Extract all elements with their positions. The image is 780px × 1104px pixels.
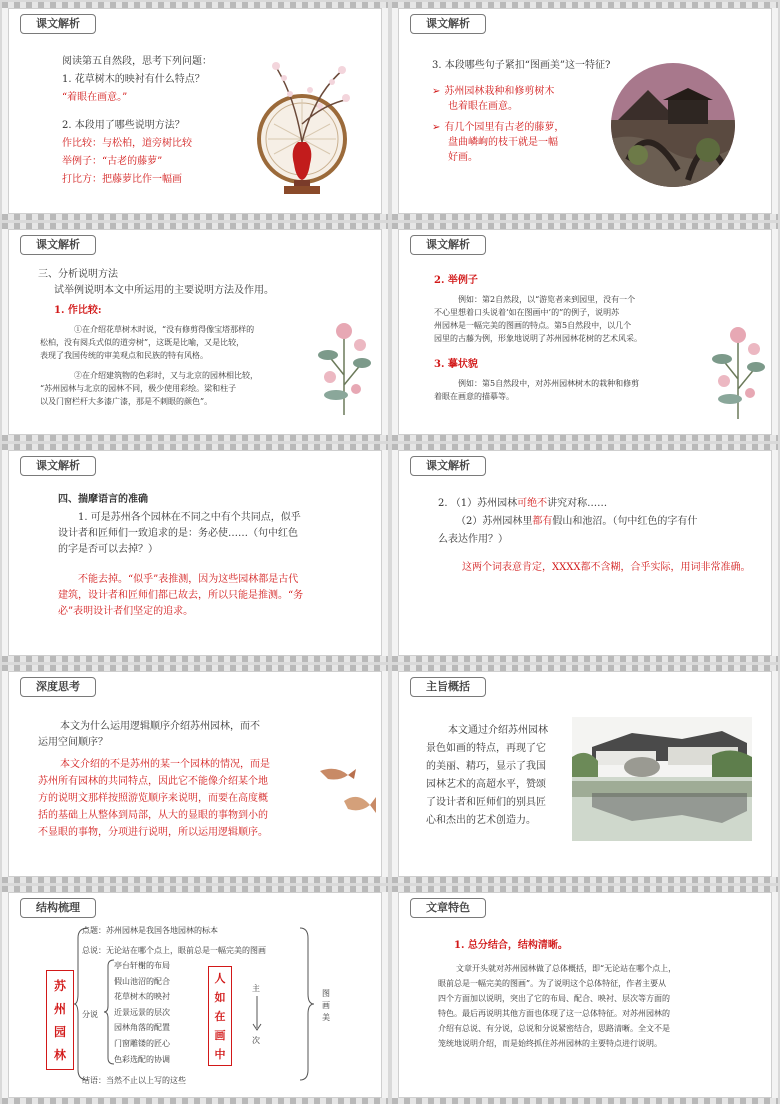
paragraph-line: “苏州园林与北京的园林不同，极少使用彩绘。梁和柱子 — [40, 384, 237, 393]
topic-line: 点题：苏州园林是我国各地园林的标本 — [82, 926, 218, 935]
right-label: 图 画 美 — [322, 989, 330, 1022]
sub-item: 门窗雕镂的匠心 — [114, 1038, 170, 1048]
decor-strip — [2, 435, 388, 441]
main-title-box — [46, 970, 74, 1070]
slide-7 — [2, 665, 388, 883]
main-title: 苏 州 园 林 — [53, 979, 66, 1062]
feature-title: 1. 总分结合，结构清晰。 — [454, 940, 568, 951]
sub-items — [114, 958, 170, 1067]
section-tag: 课文解析 — [410, 235, 486, 255]
summary-line: 景色如画的特点，再现了它 — [426, 743, 546, 754]
paragraph-line: 特色。最后再说明其他方面也体现了这一总体特征。对苏州园林的 — [438, 1009, 670, 1018]
order-sub: 次 — [252, 1036, 260, 1045]
question-3: 3. 本段哪些句子紧扣“图画美”这一特征? — [432, 60, 611, 71]
answer-line: 方的说明文那样按照游览顺序来说明，而要在高度概 — [38, 793, 268, 804]
slide-8 — [392, 665, 778, 883]
question-2: （2）苏州园林里都有假山和池沼。（句中红色的字有什 — [456, 516, 698, 527]
slide-10 — [392, 886, 778, 1104]
sub-item: 花草树木的映衬 — [114, 992, 170, 1002]
subheading: 试举例说明本文中所运用的主要说明方法及作用。 — [54, 285, 274, 296]
section-tag: 深度思考 — [20, 677, 96, 697]
question-line: 设计者和匠师们一致追求的是：务必使……（句中红色 — [58, 528, 298, 539]
question-line: 运用空间顺序？ — [38, 737, 108, 748]
summary-line: 了设计者和匠师们的别具匠 — [426, 797, 546, 808]
question-line: 的字是否可以去掉？） — [58, 544, 158, 555]
paragraph-line: 不心里想着口头说着‘如在图画中’的”的例子，说明苏 — [434, 308, 620, 317]
middle-box-text: 人 如 在 画 中 — [214, 972, 226, 1061]
paragraph-line: 四个方面加以说明，突出了它的布局、配合、映衬、层次等方面的 — [438, 994, 670, 1003]
section-tag: 主旨概括 — [410, 677, 486, 697]
question-1: 2. （1）苏州园林可绝不讲究对称…… — [438, 498, 608, 509]
decor-strip — [2, 656, 388, 662]
arrow-icon: ➢ — [432, 122, 441, 133]
paragraph-line: 表现了我国传统的审美观点和民族的特有风格。 — [40, 351, 208, 360]
slide-4 — [392, 223, 778, 441]
section-tag: 课文解析 — [410, 14, 486, 34]
garden-pond-photo — [572, 717, 752, 841]
decor-strip — [392, 435, 778, 441]
decor-strip — [392, 1098, 778, 1104]
decor-strip — [392, 214, 778, 220]
answer-line: 不显眼的事物，分项进行说明，所以运用逻辑顺序。 — [38, 827, 268, 838]
paragraph-line: 着眼在画意的描摹等。 — [434, 392, 514, 401]
answer-2-line: 作比较：与松柏，道旁树比较 — [62, 138, 192, 149]
middle-box — [208, 966, 232, 1066]
slide-1 — [2, 2, 388, 220]
question-intro: 阅读第五自然段，思考下列问题： — [62, 56, 212, 67]
lotus-illustration — [710, 319, 766, 419]
paragraph-line: 园里的古藤为例，形象地说明了苏州园林花树的艺术风采。 — [434, 334, 642, 343]
section-tag: 课文解析 — [20, 235, 96, 255]
paragraph-line: 介绍有总说、有分说，总说和分说紧密结合，思路清晰。全文不是 — [438, 1024, 670, 1033]
paragraph-line: 松柏，没有阅兵式似的道旁树”，这既是比喻，又是比较， — [40, 338, 245, 347]
overview-line: 总说：无论站在哪个点上，眼前总是一幅完美的图画 — [82, 946, 266, 955]
summary-line: 园林艺术的高超水平，赞颂 — [426, 779, 546, 790]
paragraph-line: 眼前总是一幅完美的图画”。为了说明这个总体特征，作者主要从 — [438, 979, 667, 988]
slide-6 — [392, 444, 778, 662]
section-tag: 课文解析 — [20, 456, 96, 476]
sub-item: 色彩选配的协调 — [114, 1054, 170, 1064]
decor-strip — [2, 1098, 388, 1104]
slide-9 — [2, 886, 388, 1104]
answer-line: 不能去掉。“似乎”表推测，因为这些园林都是古代 — [78, 574, 299, 585]
vase-window-illustration — [254, 54, 354, 204]
answer-2-line: 打比方：把藤萝比作一幅画 — [62, 174, 182, 185]
question-2-cont: 么表达作用？） — [438, 534, 508, 545]
answer-1: “着眼在画意。” — [62, 92, 128, 103]
answer-line: 建筑，设计者和匠师们都已故去，所以只能是推测。“务 — [58, 590, 304, 601]
order-main: 主 — [252, 984, 260, 993]
summary-line: 本文通过介绍苏州园林 — [448, 725, 548, 736]
section-tag: 课文解析 — [20, 14, 96, 34]
conclusion-line: 结语：当然不止以上写的这些 — [82, 1076, 186, 1085]
paragraph-line: 例如：第2自然段，以“游览者来到园里，没有一个 — [458, 295, 636, 304]
section-tag: 结构梳理 — [20, 898, 96, 918]
slide-3 — [2, 223, 388, 441]
paragraph-line: 文章开头就对苏州园林做了总体概括，即“无论站在哪个点上， — [456, 964, 677, 973]
brace-right — [298, 924, 316, 1084]
answer-line: 必”表明设计者们坚定的追求。 — [58, 606, 194, 617]
answer-2-line: 举例子：“古老的藤萝” — [62, 156, 163, 167]
method-title: 2. 举例子 — [434, 275, 478, 286]
sub-item: 假山池沼的配合 — [114, 976, 170, 986]
question-1: 1. 花草树木的映衬有什么特点？ — [62, 74, 205, 85]
decor-strip — [392, 656, 778, 662]
paragraph-line: 州园林是一幅完美的图画的特点。第5自然段中，以几个 — [434, 321, 632, 330]
bullet-2-cont: 好画。 — [448, 152, 478, 163]
decor-strip — [392, 877, 778, 883]
question-2: 2. 本段用了哪些说明方法？ — [62, 120, 185, 131]
answer-line: 本文介绍的不是苏州的某一个园林的情况，而是 — [60, 759, 270, 770]
heading: 三、分析说明方法 — [38, 269, 118, 280]
section-tag: 文章特色 — [410, 898, 486, 918]
paragraph-line: 以及门窗栏杆大多漆广漆，那是不刺眼的颜色”。 — [40, 397, 213, 406]
bullet-1-cont: 也着眼在画意。 — [448, 101, 518, 112]
method-title: 3. 摹状貌 — [434, 359, 478, 370]
summary-line: 的美丽、精巧，显示了我国 — [426, 761, 546, 772]
summary-line: 心和杰出的艺术创造力。 — [426, 815, 536, 826]
lotus-illustration — [316, 315, 372, 415]
slide-2 — [392, 2, 778, 220]
paragraph-line: 例如：第5自然段中，对苏州园林树木的栽种和修剪 — [458, 379, 640, 388]
sub-item: 园林角落的配置 — [114, 1023, 170, 1033]
slide-frame — [398, 450, 772, 656]
question-line: 1. 可是苏州各个园林在不同之中有个共同点，似乎 — [78, 512, 301, 523]
answer-line: 苏州所有园林的共同特点，因此它不能像介绍某个地 — [38, 776, 268, 787]
garden-photo — [608, 60, 738, 190]
sub-item: 近景远景的层次 — [114, 1007, 170, 1017]
heading: 四、揣摩语言的准确 — [58, 494, 148, 505]
sub-label: 分说 — [82, 1010, 98, 1019]
paragraph-line: ②在介绍建筑物的色彩时，又与北京的园林相比较， — [74, 371, 258, 380]
bullet-1: ➢ 苏州园林栽种和修剪树木 — [432, 86, 555, 97]
answer: 这两个词表意肯定，XXXX都不含糊，合乎实际，用词非常准确。 — [462, 562, 751, 573]
section-tag: 课文解析 — [410, 456, 486, 476]
bullet-2-cont: 盘曲嶙峋的枝干就是一幅 — [448, 137, 558, 148]
decor-strip — [2, 214, 388, 220]
method-title: 1. 作比较: — [54, 305, 102, 316]
koi-fish-illustration — [314, 761, 378, 831]
paragraph-line: ①在介绍花草树木时说，“没有修剪得像宝塔那样的 — [74, 325, 255, 334]
arrow-icon: ➢ — [432, 86, 441, 97]
down-arrow-icon — [252, 996, 262, 1032]
question-line: 本文为什么运用逻辑顺序介绍苏州园林，而不 — [60, 721, 260, 732]
sub-item: 亭台轩榭的布局 — [114, 961, 170, 970]
paragraph-line: 笼统地说明介绍，而是始终抓住苏州园林的主要特点进行说明。 — [438, 1039, 662, 1048]
answer-line: 括的基础上从整体到局部，从大的显眼的事物到小的 — [38, 810, 268, 821]
slide-5 — [2, 444, 388, 662]
decor-strip — [2, 877, 388, 883]
bullet-2: ➢ 有几个园里有古老的藤萝， — [432, 122, 565, 133]
